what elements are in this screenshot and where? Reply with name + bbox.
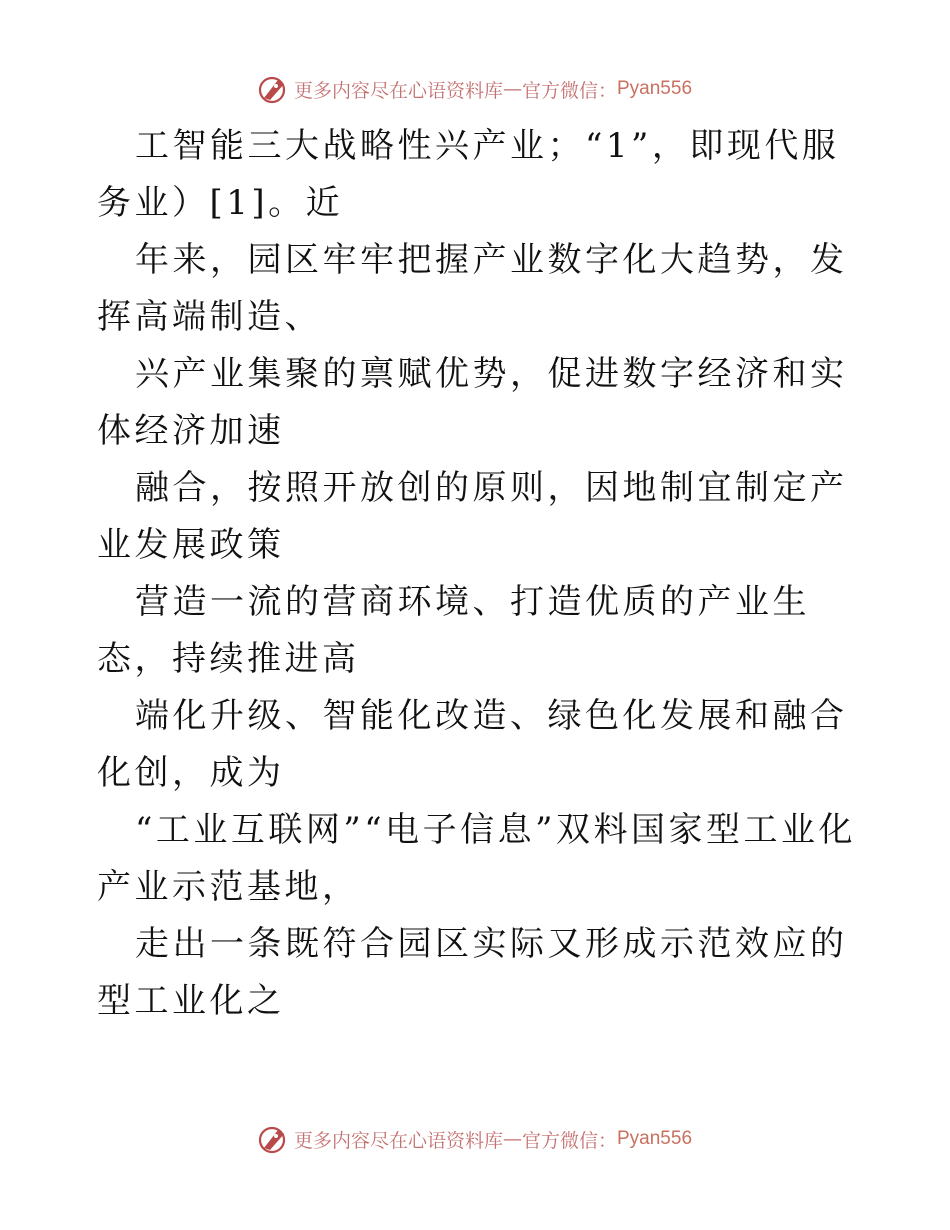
- watermark-main-text: 更多内容尽在心语资料库: [293, 1129, 503, 1152]
- watermark-separator: —: [502, 78, 522, 100]
- watermark-wechat-label: 官方微信：: [521, 79, 617, 102]
- paragraph: 融合，按照开放创的原则，因地制宜制定产业发展政策: [97, 468, 848, 565]
- header-watermark: [0, 72, 950, 106]
- paragraph: 兴产业集聚的禀赋优势，促进数字经济和实体经济加速: [97, 354, 848, 451]
- footer-watermark: [0, 1122, 950, 1156]
- watermark-wechat-id: Pyan556: [617, 1128, 693, 1149]
- watermark-main-text: 更多内容尽在心语资料库: [293, 79, 503, 102]
- pen-nib-icon: [258, 1122, 288, 1156]
- paragraph: 年来，园区牢牢把握产业数字化大趋势，发挥高端制造、: [97, 240, 848, 337]
- watermark-wechat-id: Pyan556: [617, 78, 693, 99]
- paragraph: 营造一流的营商环境、打造优质的产业生态，持续推进高: [97, 582, 810, 679]
- watermark-separator: —: [502, 1128, 522, 1150]
- pen-nib-icon: [258, 72, 288, 106]
- paragraph: 端化升级、智能化改造、绿色化发展和融合化创，成为: [97, 696, 848, 793]
- paragraph: 工智能三大战略性兴产业；“1”，即现代服务业）[1]。近: [97, 126, 840, 223]
- watermark-wechat-label: 官方微信：: [521, 1129, 617, 1152]
- paragraph: 走出一条既符合园区实际又形成示范效应的型工业化之: [97, 924, 848, 1021]
- paragraph: “工业互联网”“电子信息”双料国家型工业化产业示范基地，: [97, 810, 857, 907]
- document-body: [97, 118, 857, 1030]
